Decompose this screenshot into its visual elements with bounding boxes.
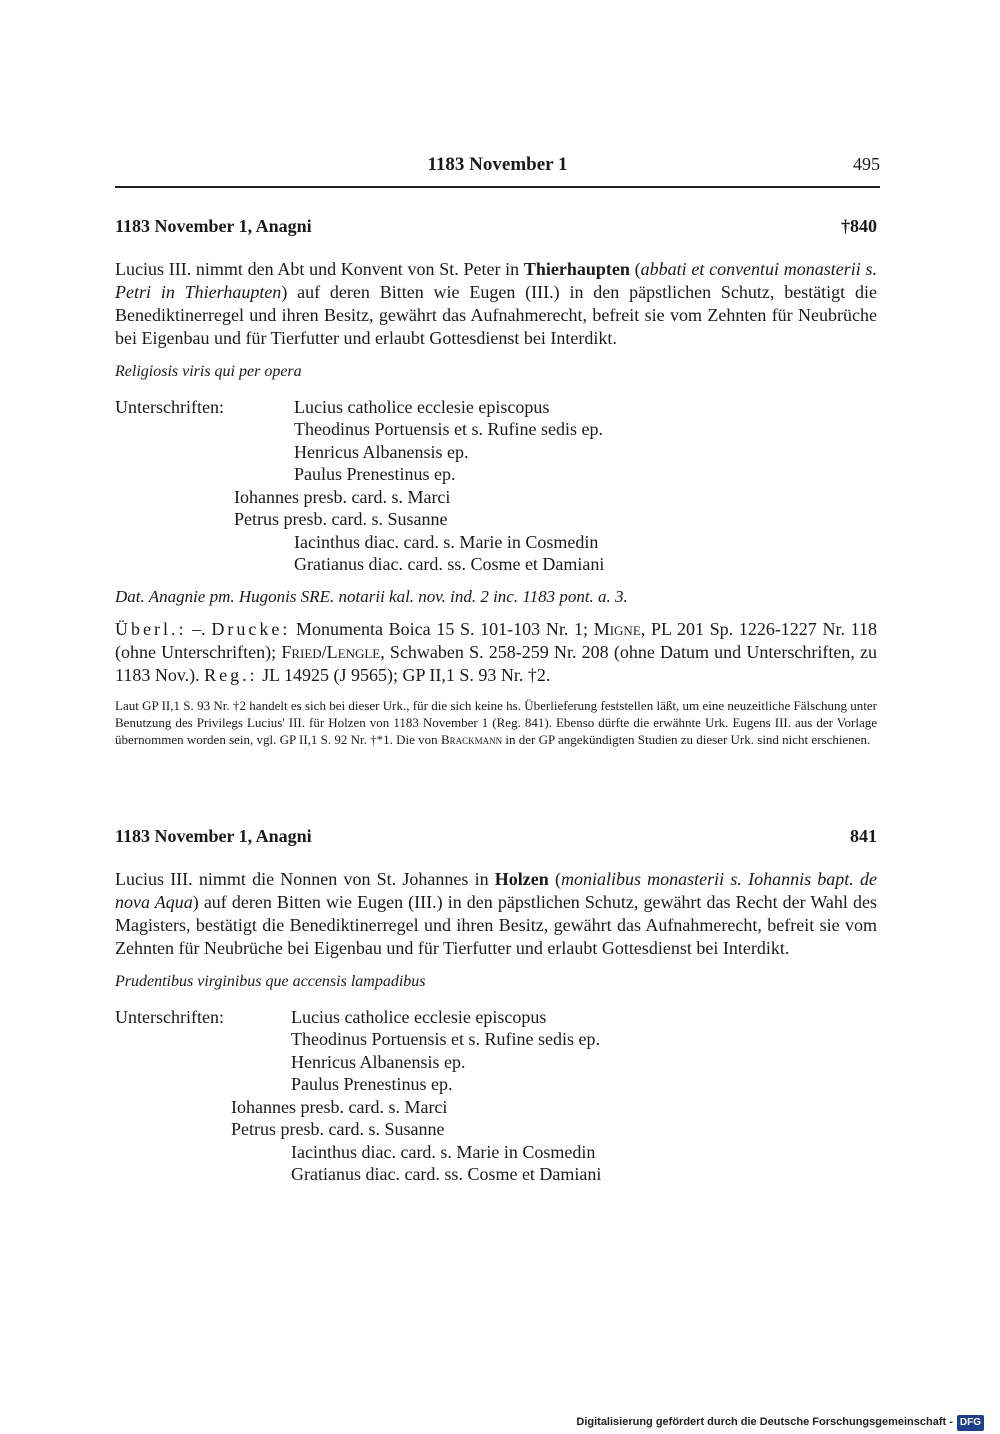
regesten-label: Reg.: <box>204 665 258 685</box>
subscriptions-block <box>115 1006 877 1192</box>
regest-text-part: ) auf deren Bitten wie Eugen (III.) in den päpstlichen Schutz, gewährt das Recht der Wahl des Magisters, bestätigt die Benediktinerregel und ihren Besitz, gewährt das Aufnahmerecht, befreit sie vom Zehnten für Neubrüche bei Eigenbau und für Tierfutter und erlaubt Gottesdienst bei Interdikt. <box>115 892 877 958</box>
subscription-line: Theodinus Portuensis et s. Rufine sedis ep. <box>294 419 603 439</box>
subscription-line: Iohannes presb. card. s. Marci <box>234 487 451 507</box>
entry-date-place: 1183 November 1, Anagni <box>115 826 312 846</box>
subscription-line: Iacinthus diac. card. s. Marie in Cosmedin <box>291 1142 596 1162</box>
entry-number: 841 <box>850 826 877 846</box>
entry-heading <box>115 826 877 852</box>
author-brackmann: Brackmann <box>440 732 503 747</box>
regesten-value: JL 14925 (J 9565); GP II,1 S. 93 Nr. †2. <box>257 665 551 685</box>
author-migne: Migne <box>593 619 641 639</box>
regest-text <box>115 868 877 960</box>
subscriptions-label: Unterschriften: <box>115 1007 224 1027</box>
regest-text-part: ( <box>629 259 641 279</box>
drucke-text: , PL 201 Sp. 1226-1227 Nr. 118 (ohne Unterschriften); <box>115 619 877 662</box>
note-text: Laut GP II,1 S. 93 Nr. †2 handelt es sich bei dieser Urk., für die sich keine hs. Überlieferung feststellen läßt, um eine neuzeitliche Fälschung unter Benutzung des Privilegs Lucius' III. für Holzen von 1183 November 1 (Reg. 841). Ebenso dürfte die erwähnte Urk. Eugens III. aus der Vorlage übernommen worden sein, vgl. GP II,1 S. 92 Nr. †*1. Die von <box>115 698 877 747</box>
regest-text-part: Lucius III. nimmt den Abt und Konvent von St. Peter in <box>115 259 524 279</box>
header-rule <box>115 186 880 188</box>
subscriptions-block <box>115 396 877 582</box>
latin-address: monialibus monasterii s. Iohannis bapt. de nova Aqua <box>115 869 877 912</box>
entry-number: †840 <box>841 216 877 236</box>
tradition-section <box>115 618 877 687</box>
subscription-line: Lucius catholice ecclesie episcopus <box>291 1007 547 1027</box>
footer-text: Digitalisierung gefördert durch die Deutsche Forschungsgemeinschaft - <box>576 1416 953 1428</box>
running-head-title: 1183 November 1 <box>427 154 568 175</box>
drucke-label: Drucke: <box>211 619 291 639</box>
regest-text-part: ( <box>548 869 561 889</box>
subscription-line: Iacinthus diac. card. s. Marie in Cosmedin <box>294 532 599 552</box>
digitization-footer <box>576 1414 984 1430</box>
entry-date-place: 1183 November 1, Anagni <box>115 216 312 236</box>
author-fried-lengle: Fried/Lengle <box>281 642 381 662</box>
subscription-line: Lucius catholice ecclesie episcopus <box>294 397 550 417</box>
subscription-line: Henricus Albanensis ep. <box>291 1052 466 1072</box>
regest-text-part: ) auf deren Bitten wie Eugen (III.) in den päpstlichen Schutz, bestätigt die Benediktinerregel und ihren Besitz, gewährt das Aufnahmerecht, befreit sie vom Zehnten für Neubrüche bei Eigenbau und für Tierfutter und erlaubt Gottesdienst bei Interdikt. <box>115 282 877 348</box>
regest-entry-841 <box>115 826 877 1192</box>
subscription-line: Henricus Albanensis ep. <box>294 442 469 462</box>
subscription-line: Gratianus diac. card. ss. Cosme et Damiani <box>294 554 605 574</box>
subscription-line: Gratianus diac. card. ss. Cosme et Damiani <box>291 1164 602 1184</box>
note-text: in der GP angekündigten Studien zu dieser Urk. sind nicht erschienen. <box>502 732 871 747</box>
subscription-line: Petrus presb. card. s. Susanne <box>234 509 448 529</box>
subscription-line: Iohannes presb. card. s. Marci <box>231 1097 448 1117</box>
entry-heading <box>115 216 877 242</box>
drucke-text: , Schwaben S. 258-259 Nr. 208 (ohne Datum und Unterschriften, zu 1183 Nov.). <box>115 642 878 685</box>
subscriptions-label: Unterschriften: <box>115 397 224 417</box>
subscription-line: Petrus presb. card. s. Susanne <box>231 1119 445 1139</box>
latin-address: abbati et conventui monasterii s. Petri in Thierhaupten <box>115 259 877 302</box>
page-number: 495 <box>853 154 880 174</box>
commentary-note <box>115 697 877 748</box>
uberlieferung-value: –. <box>186 619 212 639</box>
incipit: Prudentibus virginibus que accensis lampadibus <box>115 973 426 990</box>
regest-text-part: Lucius III. nimmt die Nonnen von St. Johannes in <box>115 869 495 889</box>
incipit: Religiosis viris qui per opera <box>115 363 302 380</box>
dfg-logo: DFG <box>957 1415 984 1431</box>
subscription-line: Theodinus Portuensis et s. Rufine sedis ep. <box>291 1029 600 1049</box>
uberlieferung-label: Überl.: <box>115 619 187 639</box>
place-name: Holzen <box>494 869 549 889</box>
datum-line: Dat. Anagnie pm. Hugonis SRE. notarii kal. nov. ind. 2 inc. 1183 pont. a. 3. <box>115 587 628 606</box>
subscription-line: Paulus Prenestinus ep. <box>294 464 456 484</box>
subscription-line: Paulus Prenestinus ep. <box>291 1074 453 1094</box>
regest-text <box>115 258 877 350</box>
drucke-text: Monumenta Boica 15 S. 101-103 Nr. 1; <box>290 619 594 639</box>
place-name: Thierhaupten <box>523 259 630 279</box>
regest-entry-840 <box>115 216 877 748</box>
running-head <box>115 152 880 180</box>
